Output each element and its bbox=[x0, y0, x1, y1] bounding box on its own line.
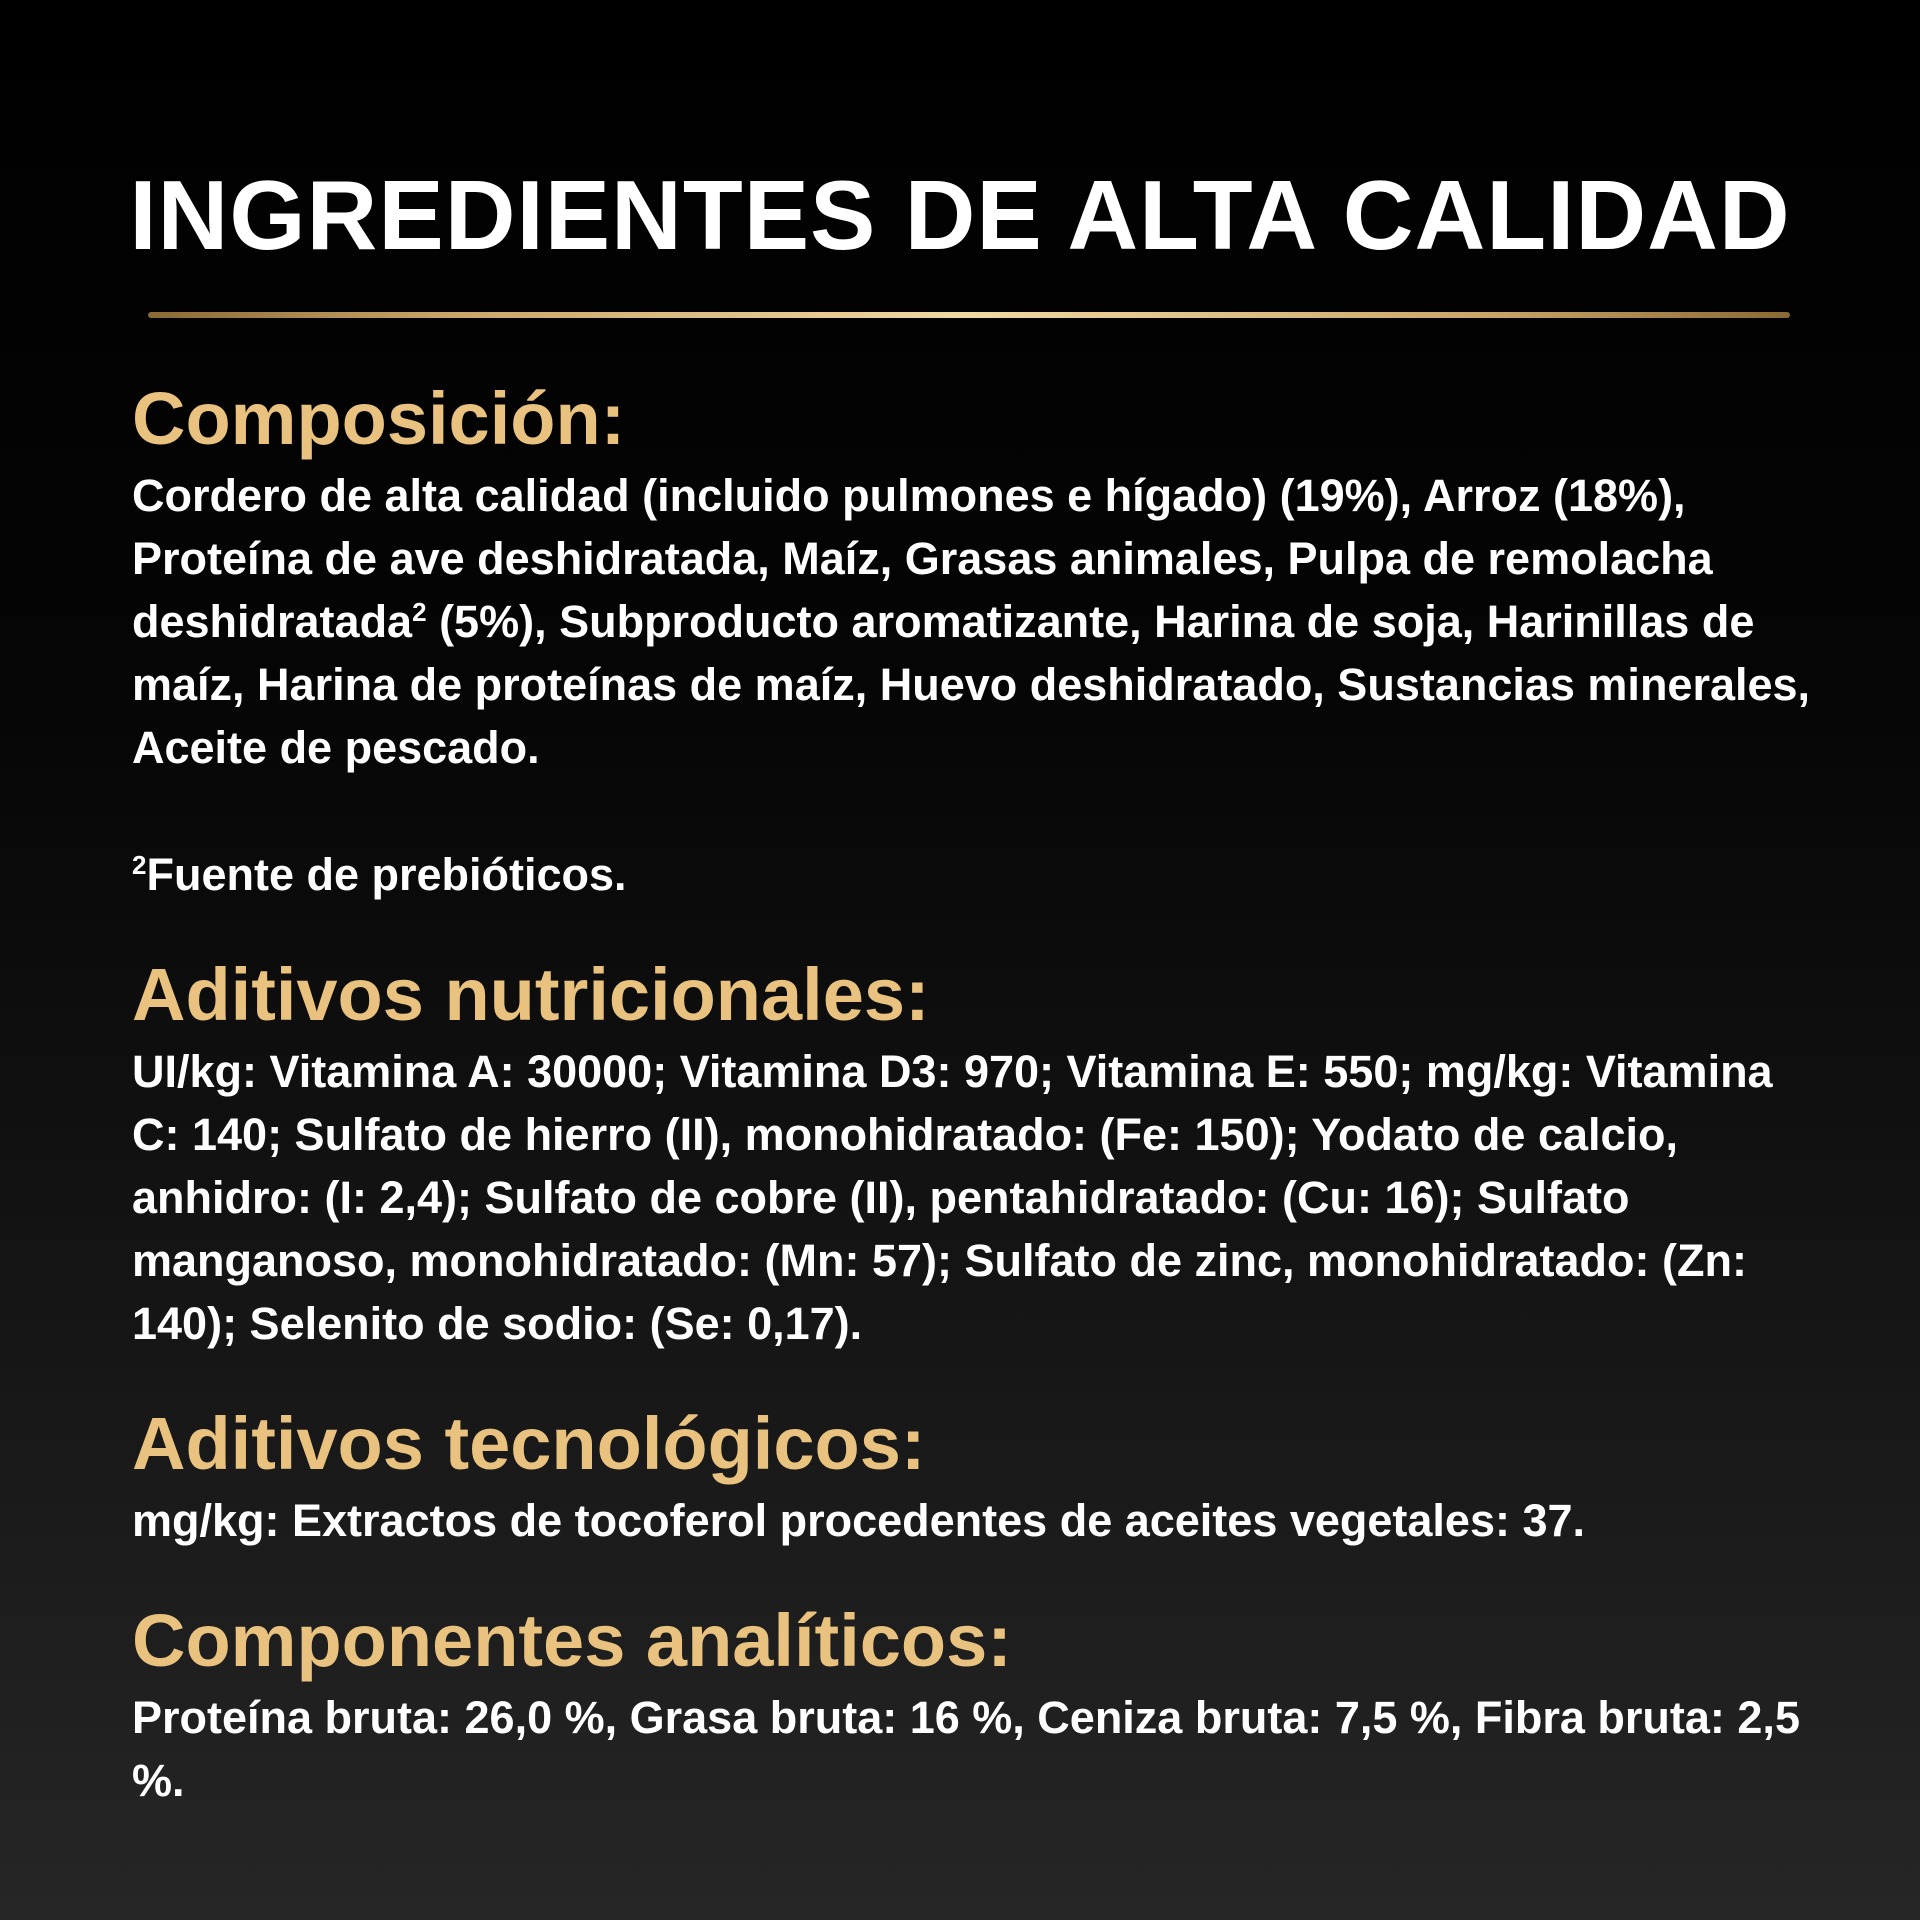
composition-text-part1: Cordero de alta calidad (incluido pulmones e hígado) (19%), Arroz (18%), Proteína de ave deshidratada, Maíz, Grasas animales, Pulpa de remolacha deshidratada bbox=[132, 470, 1713, 647]
footnote-text: Fuente de prebióticos. bbox=[146, 849, 627, 900]
composition-text-part2: (5%), Subproducto aromatizante, Harina de soja, Harinillas de maíz, Harina de proteínas de maíz, Huevo deshidratado, Sustancias minerales, Aceite de pescado. bbox=[132, 596, 1811, 773]
technological-additives-section bbox=[132, 1399, 1812, 1552]
footnote-mark: 2 bbox=[132, 850, 147, 880]
composition-text bbox=[132, 464, 1812, 779]
analytical-components-section bbox=[132, 1596, 1812, 1812]
nutritional-additives-text: UI/kg: Vitamina A: 30000; Vitamina D3: 970; Vitamina E: 550; mg/kg: Vitamina C: 140; Sulfato de hierro (II), monohidratado: (Fe: 150); Yodato de calcio, anhidro: (I: 2,4); Sulfato de cobre (II), pentahidratado: (Cu: 16); Sulfato manganoso, monohidratado: (Mn: 57); Sulfato de zinc, monohidratado: (Zn: 140); Selenito de sodio: (Se: 0,17). bbox=[132, 1046, 1773, 1349]
composition-section bbox=[132, 374, 1812, 906]
technological-additives-text: mg/kg: Extractos de tocoferol procedentes de aceites vegetales: 37. bbox=[132, 1495, 1586, 1546]
nutritional-additives-heading: Aditivos nutricionales: bbox=[132, 953, 930, 1036]
footnote bbox=[132, 843, 1812, 906]
composition-heading: Composición: bbox=[132, 377, 626, 460]
gold-divider bbox=[148, 312, 1790, 318]
page-title: INGREDIENTES DE ALTA CALIDAD bbox=[129, 160, 1791, 270]
content-area bbox=[132, 374, 1812, 1812]
analytical-components-text: Proteína bruta: 26,0 %, Grasa bruta: 16 %, Ceniza bruta: 7,5 %, Fibra bruta: 2,5 %. bbox=[132, 1692, 1800, 1806]
analytical-components-heading: Componentes analíticos: bbox=[132, 1599, 1012, 1682]
nutritional-additives-section bbox=[132, 950, 1812, 1355]
footnote-reference: 2 bbox=[412, 597, 427, 627]
technological-additives-heading: Aditivos tecnológicos: bbox=[132, 1402, 926, 1485]
